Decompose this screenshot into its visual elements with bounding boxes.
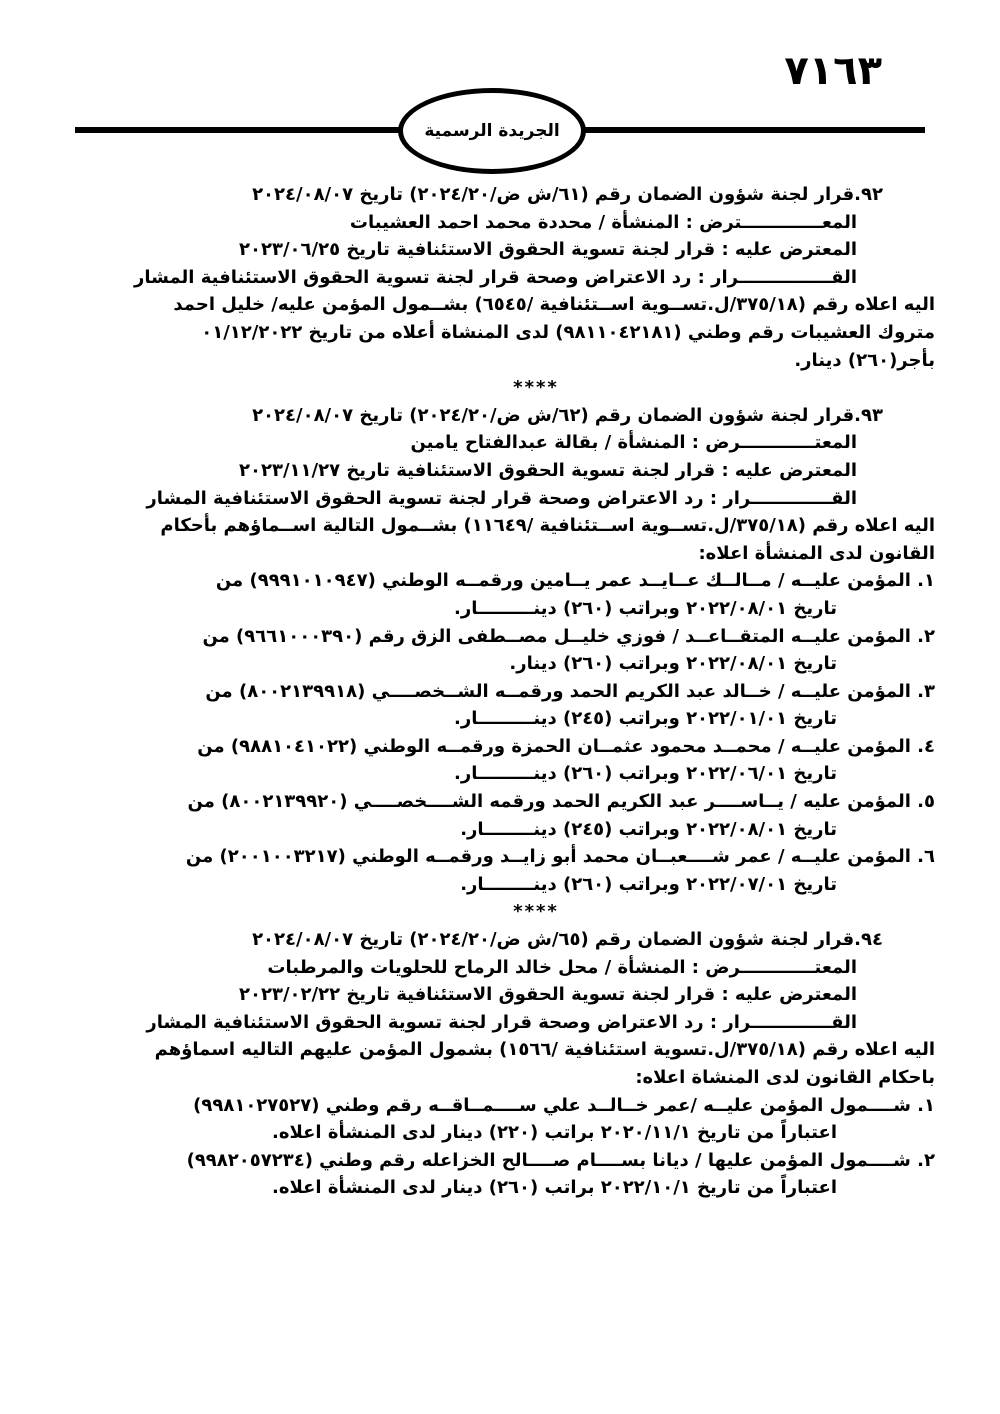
document-line: القانون لدى المنشأة اعلاه: [698, 542, 935, 564]
document-line: اليه اعلاه رقم (٣٧٥/١٨/ل.تسوية استئنافية /١٥٦٦) بشمول المؤمن عليهم التاليه اسماؤهم [154, 1039, 935, 1061]
document-line: ٣. المؤمن عليــه / خــالد عبد الكريم الحمد ورقمــه الشــخصــــي (٨٠٠٢١٣٩٩١٨) من [205, 680, 935, 702]
document-line: ١. شــــمول المؤمن عليــه /عمر خــالــد علي ســــمــاقــه رقم وطني (٩٩٨١٠٢٧٥٢٧) [193, 1094, 935, 1116]
document-line: ٩٤.قرار لجنة شؤون الضمان رقم (٦٥/ش ض/٢٠٢٤/٢٠) تاريخ ٢٠٢٤/٠٨/٠٧ [252, 929, 883, 951]
document-line: تاريخ ٢٠٢٢/٠١/٠١ وبراتب (٢٤٥) دينـــــــــار. [454, 708, 837, 730]
document-line: باحكام القانون لدى المنشاة اعلاه: [635, 1067, 935, 1088]
document-line: تاريخ ٢٠٢٢/٠٨/٠١ وبراتب (٢٦٠) دينـــــــــار. [454, 597, 837, 619]
document-line: اليه اعلاه رقم (٣٧٥/١٨/ل.تســوية اســتئنافية /٦٥٤٥) بشــمول المؤمن عليه/ خليل احمد [173, 294, 935, 316]
document-line: ٢. المؤمن عليــه المتقــاعــد / فوزي خليــل مصــطفى الزق رقم (٩٦٦١٠٠٠٣٩٠) من [202, 625, 935, 647]
document-line: متروك العشيبات رقم وطني (٩٨١١٠٤٢١٨١) لدى المنشاة أعلاه من تاريخ ٠١/١٢/٢٠٢٢ [201, 321, 935, 343]
document-line: المعتــــــــــــرض : المنشأة / بقالة عبدالفتاح يامين [410, 432, 857, 454]
document-line: تاريخ ٢٠٢٢/٠٦/٠١ وبراتب (٢٦٠) دينـــــــــار. [454, 763, 837, 785]
gazette-seal [398, 88, 586, 174]
document-line: القـــــــــــــرار : رد الاعتراض وصحة قرار لجنة تسوية الحقوق الاستئنافية المشار [146, 1011, 857, 1033]
document-line: المعـــــــــــــترض : المنشأة / محددة محمد احمد العشيبات [349, 211, 857, 233]
document-line: ٦. المؤمن عليــه / عمر شــــعبــان محمد أبو زايــد ورقمــه الوطني (٢٠٠١٠٠٣٢١٧) من [185, 846, 935, 868]
document-line: المعترض عليه : قرار لجنة تسوية الحقوق الاستئنافية تاريخ ٢٠٢٣/١١/٢٧ [239, 459, 857, 481]
document-line: ١. المؤمن عليــه / مــالــك عــايــد عمر يــامين ورقمــه الوطني (٩٩٩١٠١٠٩٤٧) من [215, 570, 935, 592]
document-line: ٢. شــــمول المؤمن عليها / ديانا بســــام صــــالح الخزاعله رقم وطني (٩٩٨٢٠٥٧٢٣٤) [186, 1149, 935, 1171]
document-line: القـــــــــــــــرار : رد الاعتراض وصحة قرار لجنة تسوية الحقوق الاستئنافية المشار [134, 266, 857, 288]
document-line: ٩٢.قرار لجنة شؤون الضمان رقم (٦١/ش ض/٢٠٢٤/٢٠) تاريخ ٢٠٢٤/٠٨/٠٧ [252, 184, 883, 205]
document-line: المعتــــــــــــرض : المنشأة / محل خالد الرماح للحلويات والمرطبات [267, 956, 857, 978]
document-body [65, 181, 935, 1202]
document-line: بأجر(٢٦٠) دينار. [794, 349, 935, 371]
document-line: ٥. المؤمن عليه / يــاســــر عبد الكريم الحمد ورقمه الشــــخصــــي (٨٠٠٢١٣٩٩٢٠) من [187, 791, 935, 813]
document-line: اعتباراً من تاريخ ٢٠٢٢/١٠/١ براتب (٢٦٠) دينار لدى المنشأة اعلاه. [271, 1177, 837, 1199]
document-line: **** [513, 901, 559, 923]
document-line: تاريخ ٢٠٢٢/٠٨/٠١ وبراتب (٢٦٠) دينار. [509, 653, 837, 675]
document-line: تاريخ ٢٠٢٢/٠٨/٠١ وبراتب (٢٤٥) دينــــــــار. [460, 818, 837, 840]
document-line: القـــــــــــــرار : رد الاعتراض وصحة قرار لجنة تسوية الحقوق الاستئنافية المشار [146, 487, 857, 509]
document-line: اليه اعلاه رقم (٣٧٥/١٨/ل.تســوية اســتئنافية /١١٦٤٩) بشــمول التالية اســماؤهم بأحكام [160, 515, 935, 537]
document-line: ٩٣.قرار لجنة شؤون الضمان رقم (٦٢/ش ض/٢٠٢٤/٢٠) تاريخ ٢٠٢٤/٠٨/٠٧ [252, 404, 883, 426]
document-line: المعترض عليه : قرار لجنة تسوية الحقوق الاستئنافية تاريخ ٢٠٢٣/٠٦/٢٥ [239, 239, 857, 261]
document-line: ٤. المؤمن عليــه / محمــد محمود عثمــان الحمزة ورقمــه الوطني (٩٨٨١٠٤١٠٢٢) من [197, 735, 935, 757]
gazette-seal-label: الجريدة الرسمية [424, 121, 560, 141]
document-line: تاريخ ٢٠٢٢/٠٧/٠١ وبراتب (٢٦٠) دينــــــــار. [460, 873, 837, 895]
document-line: **** [513, 377, 559, 399]
document-line: المعترض عليه : قرار لجنة تسوية الحقوق الاستئنافية تاريخ ٢٠٢٣/٠٢/٢٢ [239, 984, 857, 1006]
document-line: اعتباراً من تاريخ ٢٠٢٠/١١/١ براتب (٢٢٠) دينار لدى المنشأة اعلاه. [271, 1122, 837, 1144]
page-number: ٧١٦٣ [784, 48, 882, 94]
